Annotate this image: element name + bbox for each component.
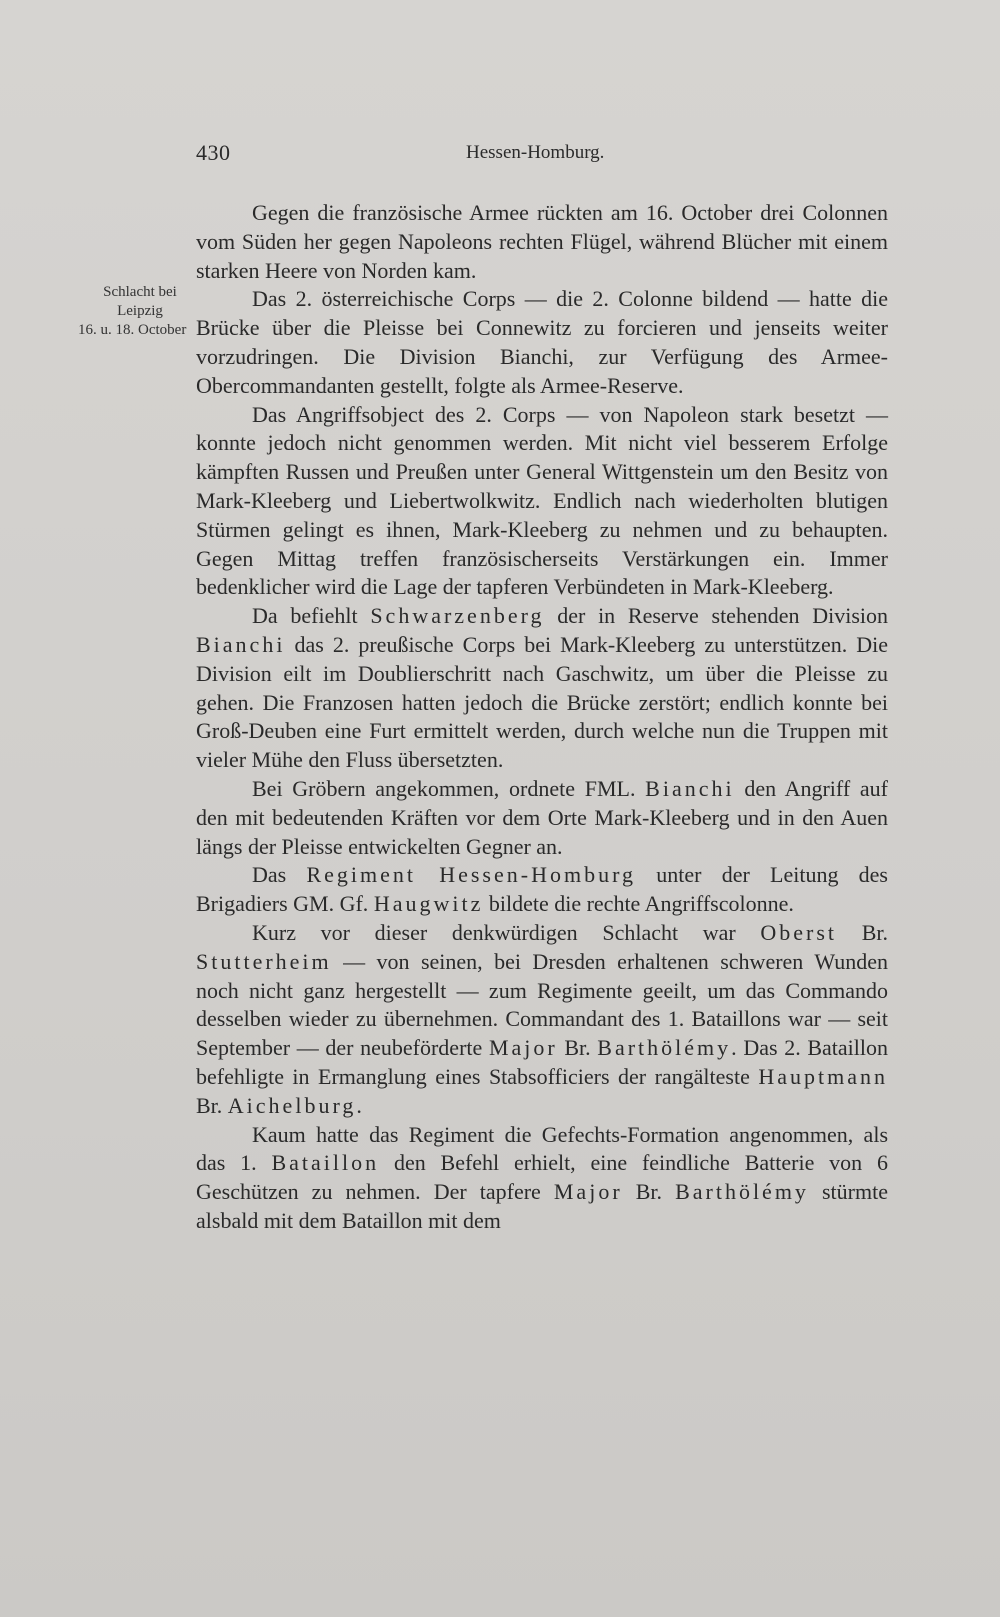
body-text: [196, 199, 888, 1236]
text-run: Br.: [837, 919, 888, 945]
text-run: der in Reserve stehenden Division: [544, 603, 888, 629]
spaced-name: Bianchi: [196, 631, 286, 657]
text-run: Br.: [622, 1179, 676, 1205]
page-number: 430: [196, 140, 231, 165]
spaced-name: Schwarzenberg: [370, 603, 545, 629]
spaced-name: Major: [488, 1035, 558, 1061]
spaced-name: Hauptmann: [758, 1063, 888, 1089]
paragraph: [196, 1121, 888, 1236]
text-run: Br.: [557, 1035, 598, 1061]
text-run: Bei Gröbern angekommen, ordnete FML.: [252, 775, 646, 801]
text-run: .: [356, 1092, 362, 1118]
text-run: stürmte alsbald mit dem Bataillon mit dem: [196, 1179, 888, 1233]
text-run: bildete die rechte Angriffscolonne.: [483, 891, 794, 917]
text-run: Da befiehlt: [252, 603, 371, 629]
spaced-name: Major: [553, 1179, 623, 1205]
text-run: Kaum hatte das Regiment die Gefechts-Formation angenommen, als das 1.: [196, 1121, 888, 1176]
text-run: Kurz vor dieser denkwürdigen Schlacht war: [252, 919, 761, 945]
paragraph: [196, 919, 888, 1121]
spaced-name: Haugwitz: [373, 891, 484, 917]
spaced-name: Stutterheim: [196, 948, 332, 974]
paragraph: [196, 602, 888, 775]
margin-note-line: Schlacht bei: [103, 284, 177, 300]
spaced-name: Barthölémy: [597, 1035, 732, 1061]
margin-note-line: Leipzig: [117, 303, 163, 319]
text-run: — von seinen, bei Dresden erhaltenen schweren Wunden noch nicht ganz hergestellt — zum Regimente geeilt, um das Commando desselben wieder zu übernehmen. Commandant des 1. Bataillons war — seit September — der neubeförderte: [196, 948, 888, 1061]
text-run: das 2. preußische Corps bei Mark-Kleeberg zu unterstützen. Die Division eilt im Doublierschritt nach Gaschwitz, um über die Pleisse zu gehen. Die Franzosen hatten jedoch die Brücke zerstört; endlich konnte bei Groß-Deuben eine Furt ermittelt werden, durch welche nun die Truppen mit vieler Mühe den Fluss übersetzten.: [196, 631, 888, 773]
margin-note-line: 16. u. 18. October: [78, 322, 187, 338]
margin-note: [78, 283, 198, 340]
spaced-name: Bataillon: [271, 1150, 380, 1176]
text-run: den Angriff auf den mit bedeutenden Kräften vor dem Orte Mark-Kleeberg und in den Auen längs der Pleisse entwickelten Gegner an.: [196, 775, 888, 859]
paragraph: Das Angriffsobject des 2. Corps — von Napoleon stark besetzt — konnte jedoch nicht genommen werden. Mit nicht viel besserem Erfolge kämpften Russen und Preußen unter General Wittgenstein um den Besitz von Mark-Kleeberg und Liebertwolkwitz. Endlich nach wiederholten blutigen Stürmen gelingt es ihnen, Mark-Kleeberg zu nehmen und zu behaupten. Gegen Mittag treffen französischerseits Verstärkungen ein. Immer bedenklicher wird die Lage der tapferen Verbündeten in Mark-Kleeberg.: [196, 401, 888, 600]
running-title: Hessen-Homburg.: [466, 142, 605, 163]
paragraph: [196, 775, 888, 861]
spaced-name: Aichelburg: [227, 1092, 357, 1118]
text-run: den Befehl erhielt, eine feindliche Batterie von 6 Geschützen zu nehmen. Der tapfere: [196, 1150, 889, 1205]
paragraph: Gegen die französische Armee rückten am 16. October drei Colonnen vom Süden her gegen Napoleons rechten Flügel, während Blücher mit einem starken Heere von Norden kam.: [196, 200, 888, 283]
page-header: [196, 140, 620, 172]
paragraph: [196, 861, 888, 919]
spaced-name: Regiment Hessen-Homburg: [306, 862, 637, 888]
text-run: Das: [252, 862, 307, 888]
text-run: unter der Leitung des Brigadiers GM. Gf.: [196, 862, 888, 917]
spaced-name: Oberst: [760, 919, 838, 945]
paragraph: Das 2. österreichische Corps — die 2. Colonne bildend — hatte die Brücke über die Pleisse bei Connewitz zu forcieren und jenseits weiter vorzudringen. Die Division Bianchi, zur Verfügung des Armee-Obercommandanten gestellt, folgte als Armee-Reserve.: [196, 286, 888, 398]
spaced-name: Bianchi: [645, 775, 735, 801]
text-run: . Das 2. Bataillon befehligte in Ermanglung eines Stabsofficiers der rangälteste: [196, 1035, 888, 1089]
text-run: Br.: [196, 1092, 228, 1118]
spaced-name: Barthölémy: [675, 1179, 809, 1205]
